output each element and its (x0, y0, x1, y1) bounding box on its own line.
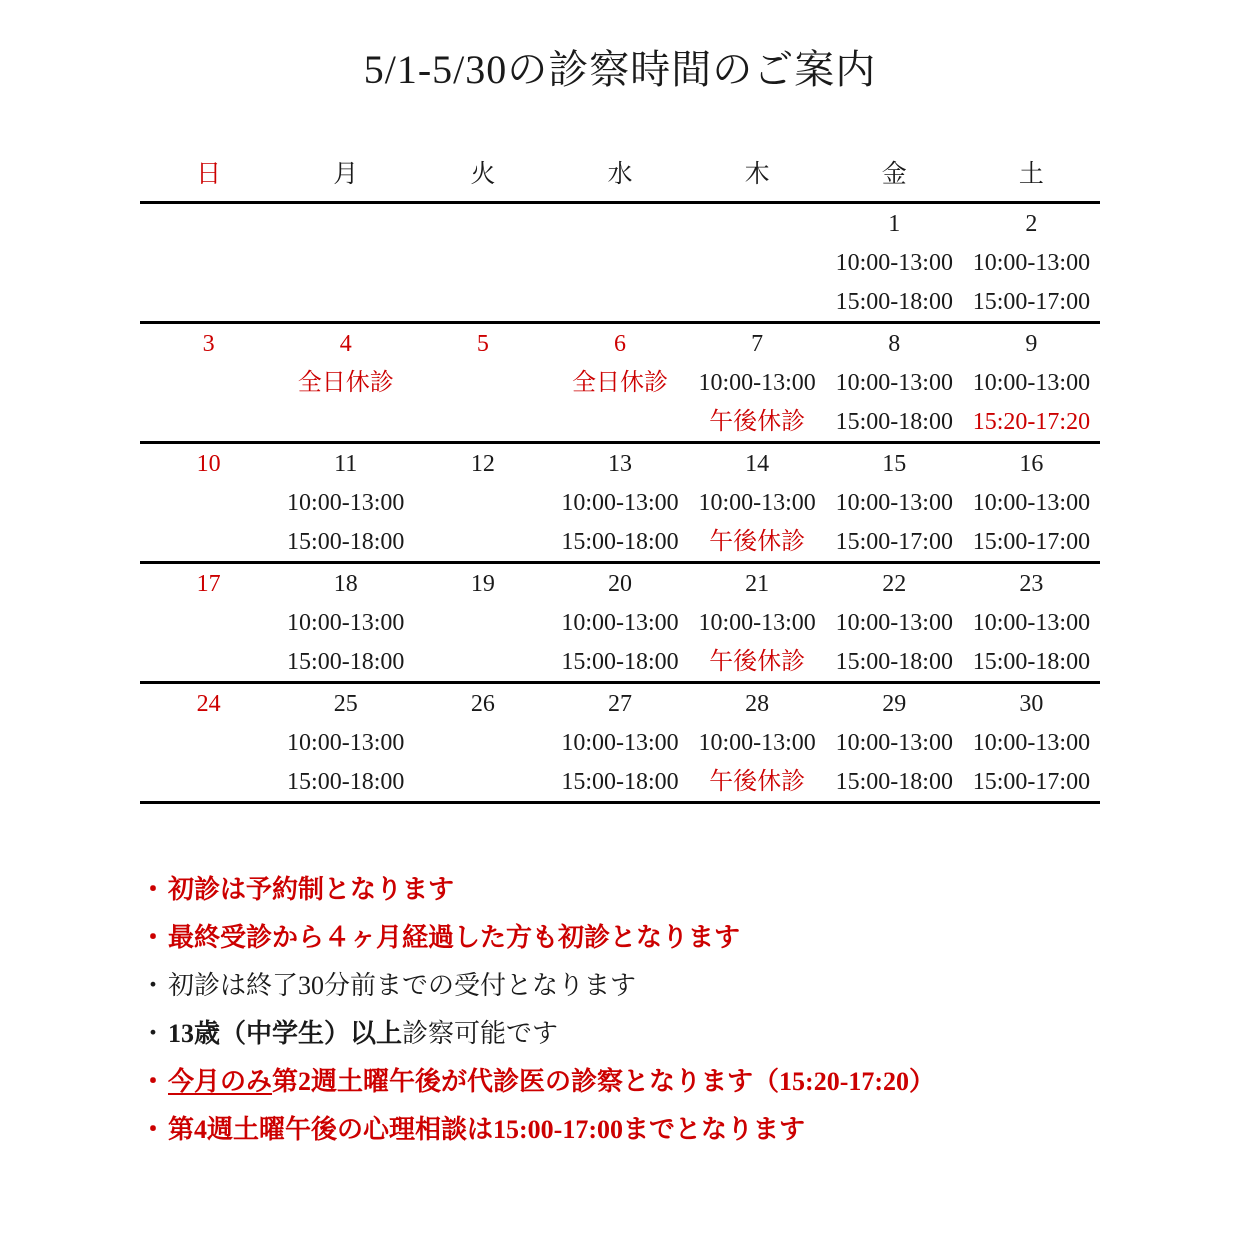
day-number: 9 (963, 323, 1100, 364)
day-number: 28 (689, 683, 826, 724)
page-title: 5/1-5/30の診察時間のご案内 (363, 47, 877, 92)
day-number: 7 (689, 323, 826, 364)
hours-afternoon: 15:00-18:00 (972, 648, 1091, 675)
hours-morning (414, 723, 551, 762)
table-row (140, 443, 1100, 484)
day-number: 3 (140, 323, 277, 364)
hours-morning: 10:00-13:00 (561, 489, 679, 516)
weekday-header-sun: 日 (196, 161, 222, 188)
day-number: 2 (1025, 210, 1038, 237)
note-text: 診察可能です (402, 1019, 559, 1048)
day-number: 17 (140, 563, 277, 604)
hours-morning: 10:00-13:00 (835, 609, 953, 636)
schedule-poster (0, 38, 1240, 1238)
hours-afternoon (277, 282, 414, 323)
hours-afternoon: 15:00-18:00 (835, 288, 953, 315)
day-number: 30 (963, 683, 1100, 724)
closed-afternoon: 午後休診 (709, 528, 806, 555)
day-number: 29 (826, 683, 963, 724)
hours-afternoon: 15:00-17:00 (972, 768, 1091, 795)
day-number: 25 (277, 683, 414, 724)
hours-afternoon (140, 642, 277, 683)
weekday-header-wed: 水 (607, 161, 633, 188)
day-number: 5 (414, 323, 551, 364)
calendar-bottom-rule (140, 803, 1100, 844)
calendar-body (140, 203, 1100, 844)
hours-afternoon: 15:00-18:00 (287, 768, 405, 795)
hours-afternoon (277, 402, 414, 443)
hours-morning: 10:00-13:00 (561, 609, 679, 636)
hours-afternoon: 15:00-18:00 (561, 528, 679, 555)
hours-morning: 10:00-13:00 (698, 369, 816, 396)
hours-morning (414, 243, 551, 282)
hours-morning: 10:00-13:00 (972, 489, 1091, 516)
bullet-icon: ・ (140, 971, 167, 1000)
divider (140, 803, 1100, 844)
day-number: 27 (551, 683, 688, 724)
bullet-icon: ・ (140, 1067, 167, 1096)
hours-afternoon: 15:00-17:00 (835, 528, 953, 555)
list-item (140, 877, 1140, 903)
hours-afternoon (414, 522, 551, 563)
notes-list (140, 877, 1140, 1143)
hours-afternoon (414, 402, 551, 443)
day-number: 24 (140, 683, 277, 724)
weekday-header-tue: 火 (470, 161, 496, 188)
table-row (140, 603, 1100, 642)
hours-afternoon (551, 402, 688, 443)
table-row (140, 402, 1100, 443)
hours-afternoon (414, 282, 551, 323)
hours-morning: 10:00-13:00 (835, 489, 953, 516)
note-text-emphasis: 13歳（中学生）以上 (168, 1019, 403, 1048)
hours-afternoon: 15:00-18:00 (835, 768, 953, 795)
table-row (140, 642, 1100, 683)
closed-afternoon: 午後休診 (709, 768, 806, 795)
hours-morning (140, 603, 277, 642)
hours-morning: 10:00-13:00 (835, 249, 953, 276)
hours-morning: 10:00-13:00 (835, 729, 953, 756)
hours-morning (277, 243, 414, 282)
hours-afternoon: 15:00-18:00 (561, 648, 679, 675)
day-number: 6 (551, 323, 688, 364)
day-number: 20 (551, 563, 688, 604)
day-number: 15 (826, 443, 963, 484)
table-row (140, 282, 1100, 323)
day-number (277, 203, 414, 244)
hours-morning (689, 243, 826, 282)
calendar-header (140, 153, 1100, 203)
day-number: 18 (277, 563, 414, 604)
hours-morning: 10:00-13:00 (698, 489, 816, 516)
day-number: 21 (689, 563, 826, 604)
hours-morning: 10:00-13:00 (561, 729, 679, 756)
day-number (689, 203, 826, 244)
day-number: 13 (551, 443, 688, 484)
table-row (140, 522, 1100, 563)
day-number: 19 (414, 563, 551, 604)
table-row (140, 563, 1100, 604)
bullet-icon: ・ (140, 923, 167, 952)
bullet-icon: ・ (140, 1115, 167, 1144)
note-text: 最終受診から４ヶ月経過した方も初診となります (168, 923, 741, 952)
hours-morning: 10:00-13:00 (287, 729, 405, 756)
closed-afternoon: 午後休診 (709, 648, 806, 675)
day-number: 26 (414, 683, 551, 724)
hours-afternoon (414, 762, 551, 803)
hours-morning (414, 603, 551, 642)
hours-afternoon: 15:00-18:00 (287, 648, 405, 675)
table-row (140, 243, 1100, 282)
day-number: 23 (963, 563, 1100, 604)
weekday-header-mon: 月 (333, 161, 359, 188)
day-number (551, 203, 688, 244)
day-number: 11 (277, 443, 414, 484)
hours-morning: 10:00-13:00 (287, 609, 405, 636)
hours-afternoon (140, 522, 277, 563)
day-number: 12 (414, 443, 551, 484)
day-number: 1 (888, 210, 901, 237)
closed-all-day: 全日休診 (571, 369, 668, 396)
hours-afternoon (551, 282, 688, 323)
note-text: 初診は予約制となります (168, 875, 455, 904)
hours-afternoon: 15:00-17:00 (972, 528, 1091, 555)
list-item (140, 973, 1140, 999)
day-number: 4 (277, 323, 414, 364)
weekday-header-fri: 金 (881, 161, 907, 188)
hours-morning (140, 243, 277, 282)
hours-afternoon: 15:00-18:00 (835, 408, 953, 435)
day-number: 22 (826, 563, 963, 604)
closed-all-day: 全日休診 (297, 369, 394, 396)
hours-morning: 10:00-13:00 (287, 489, 405, 516)
hours-afternoon (140, 762, 277, 803)
list-item (140, 1117, 1140, 1143)
hours-morning (140, 363, 277, 402)
day-number: 14 (689, 443, 826, 484)
table-row (140, 762, 1100, 803)
list-item (140, 925, 1140, 951)
note-text: 第2週土曜午後が代診医の診察となります（15:20-17:20） (272, 1067, 936, 1096)
note-text: 初診は終了30分前までの受付となります (168, 971, 637, 1000)
calendar-container (140, 153, 1100, 843)
hours-morning: 10:00-13:00 (972, 729, 1091, 756)
hours-morning (414, 363, 551, 402)
note-text-emphasis: 今月のみ (168, 1067, 273, 1096)
hours-morning: 10:00-13:00 (698, 729, 816, 756)
day-number: 8 (826, 323, 963, 364)
hours-morning: 10:00-13:00 (972, 369, 1091, 396)
hours-afternoon-substitute: 15:20-17:20 (972, 408, 1091, 435)
weekday-header-thu: 木 (744, 161, 770, 188)
hours-afternoon: 15:00-18:00 (835, 648, 953, 675)
bullet-icon: ・ (140, 875, 167, 904)
note-text: 第4週土曜午後の心理相談は15:00-17:00までとなります (168, 1115, 805, 1144)
weekday-header-row (140, 153, 1100, 203)
day-number (414, 203, 551, 244)
table-row (140, 483, 1100, 522)
hours-morning: 10:00-13:00 (698, 609, 816, 636)
closed-afternoon: 午後休診 (709, 408, 806, 435)
table-row (140, 203, 1100, 244)
day-number (140, 203, 277, 244)
hours-morning (414, 483, 551, 522)
schedule-calendar (140, 153, 1100, 843)
hours-afternoon (414, 642, 551, 683)
bullet-icon: ・ (140, 1019, 167, 1048)
hours-morning: 10:00-13:00 (972, 249, 1091, 276)
table-row (140, 363, 1100, 402)
hours-morning: 10:00-13:00 (972, 609, 1091, 636)
hours-afternoon (140, 282, 277, 323)
hours-morning (551, 243, 688, 282)
day-number: 10 (140, 443, 277, 484)
hours-morning (140, 483, 277, 522)
list-item (140, 1021, 1140, 1047)
hours-morning: 10:00-13:00 (835, 369, 953, 396)
day-number: 16 (963, 443, 1100, 484)
hours-afternoon: 15:00-17:00 (972, 288, 1091, 315)
hours-morning (140, 723, 277, 762)
weekday-header-sat: 土 (1018, 161, 1044, 188)
table-row (140, 323, 1100, 364)
list-item (140, 1069, 1140, 1095)
table-row (140, 723, 1100, 762)
hours-afternoon (140, 402, 277, 443)
hours-afternoon: 15:00-18:00 (561, 768, 679, 795)
hours-afternoon: 15:00-18:00 (287, 528, 405, 555)
table-row (140, 683, 1100, 724)
hours-afternoon (689, 282, 826, 323)
